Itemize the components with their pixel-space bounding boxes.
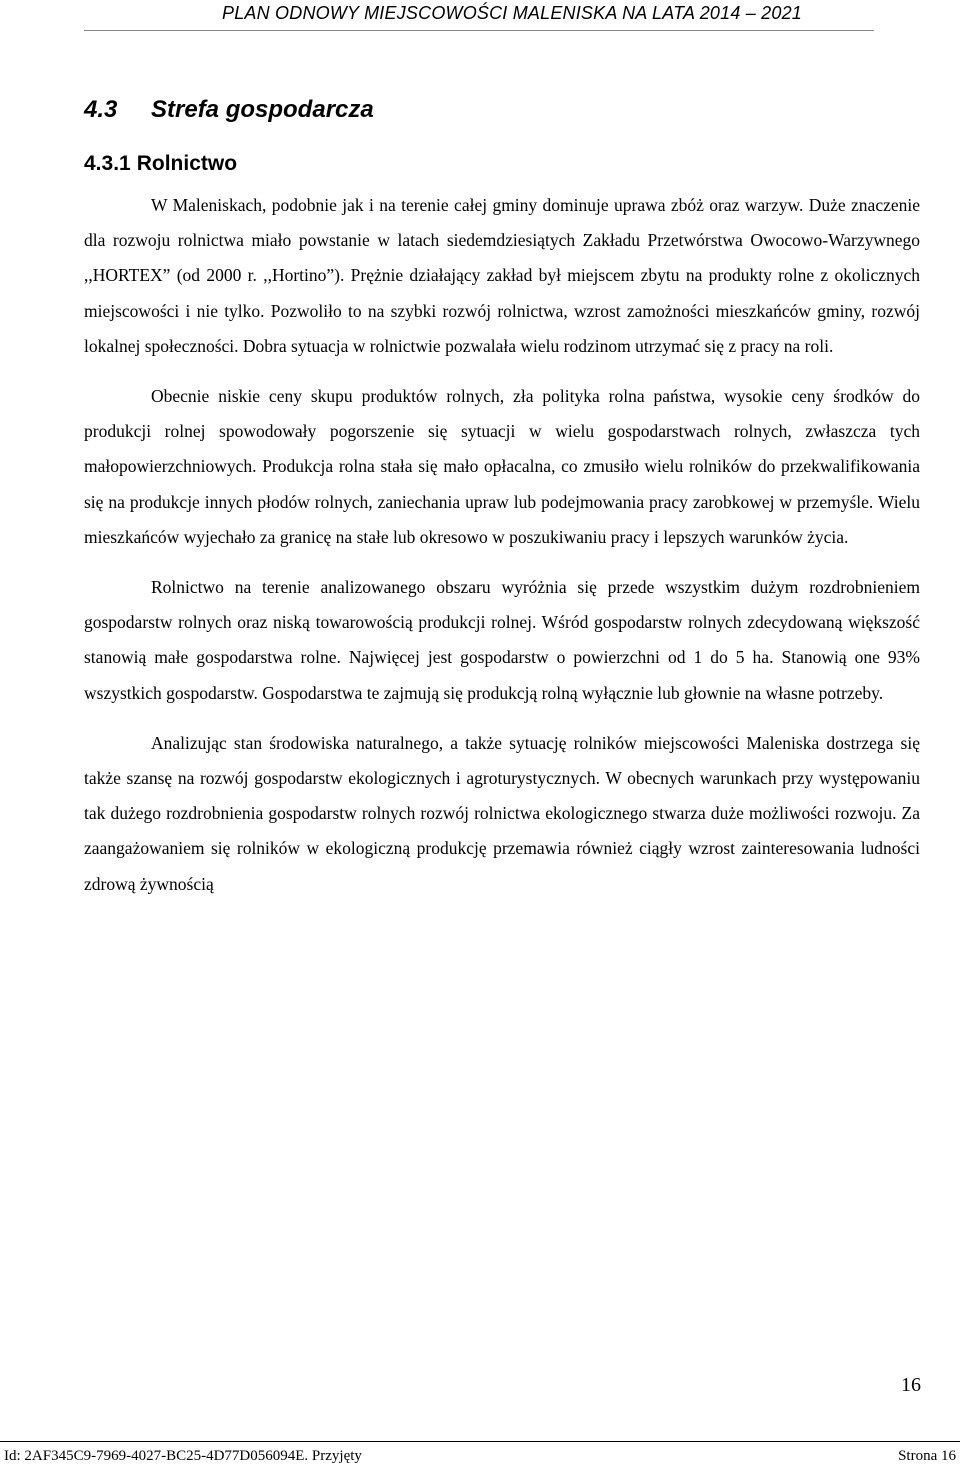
section-title: Strefa gospodarcza bbox=[151, 96, 374, 123]
footer-divider bbox=[0, 1441, 960, 1442]
paragraph: Obecnie niskie ceny skupu produktów rolnych, zła polityka rolna państwa, wysokie ceny środków do produkcji rolnej spowodowały pogorszenie się sytuacji w wielu gospodarstwach rolnych, zwłaszcza tych małopowierzchniowych. Produkcja rolna stała się mało opłacalna, co zmusiło wielu rolników do przekwalifikowania się na produkcje innych płodów rolnych, zaniechania upraw lub podejmowania pracy zarobkowej w przemyśle. Wielu mieszkańców wyjechało za granicę na stałe lub okresowo w poszukiwaniu pracy i lepszych warunków życia. bbox=[84, 386, 920, 547]
footer-document-id: Id: 2AF345C9-7969-4027-BC25-4D77D056094E. Przyjęty bbox=[4, 1448, 362, 1464]
paragraph: Analizując stan środowiska naturalnego, a także sytuację rolników miejscowości Maleniska dostrzega się także szansę na rozwój gospodarstw ekologicznych i agroturystycznych. W obecnych warunkach przy występowaniu tak dużego rozdrobnienia gospodarstw rolnych rozwój rolnictwa ekologicznego stwarza duże możliwości rozwoju. Za zaangażowaniem się rolników w ekologiczną produkcję przemawia również ciągły wzrost zainteresowania ludności zdrową żywnością bbox=[84, 732, 920, 894]
page-number: 16 bbox=[901, 1374, 921, 1396]
subsection-title: Rolnictwo bbox=[136, 152, 238, 175]
subsection-number: 4.3.1 bbox=[84, 152, 131, 175]
subsection-heading bbox=[84, 152, 237, 176]
body-text bbox=[84, 188, 920, 917]
header-divider bbox=[84, 30, 874, 31]
footer-page-label: Strona 16 bbox=[898, 1448, 956, 1464]
section-number: 4.3 bbox=[84, 96, 118, 123]
section-heading bbox=[84, 96, 374, 124]
paragraph: W Maleniskach, podobnie jak i na terenie całej gminy dominuje uprawa zbóż oraz warzyw. Duże znaczenie dla rozwoju rolnictwa miało powstanie w latach siedemdziesiątych Zakładu Przetwórstwa Owocowo-Warzywnego ,,HORTEX” (od 2000 r. ,,Hortino”). Prężnie działający zakład był miejscem zbytu na produkty rolne z okolicznych miejscowości i nie tylko. Pozwoliło to na szybki rozwój rolnictwa, wzrost zamożności mieszkańców gminy, rozwój lokalnej społeczności. Dobra sytuacja w rolnictwie pozwalała wielu rodzinom utrzymać się z pracy na roli. bbox=[84, 195, 920, 356]
paragraph: Rolnictwo na terenie analizowanego obszaru wyróżnia się przede wszystkim dużym rozdrobnieniem gospodarstw rolnych oraz niską towarowością produkcji rolnej. Wśród gospodarstw rolnych zdecydowaną większość stanowią małe gospodarstwa rolne. Najwięcej jest gospodarstw o powierzchni od 1 do 5 ha. Stanowią one 93% wszystkich gospodarstw. Gospodarstwa te zajmują się produkcją rolną wyłącznie lub głownie na własne potrzeby. bbox=[84, 577, 920, 703]
running-header: PLAN ODNOWY MIEJSCOWOŚCI MALENISKA NA LATA 2014 – 2021 bbox=[222, 3, 802, 23]
